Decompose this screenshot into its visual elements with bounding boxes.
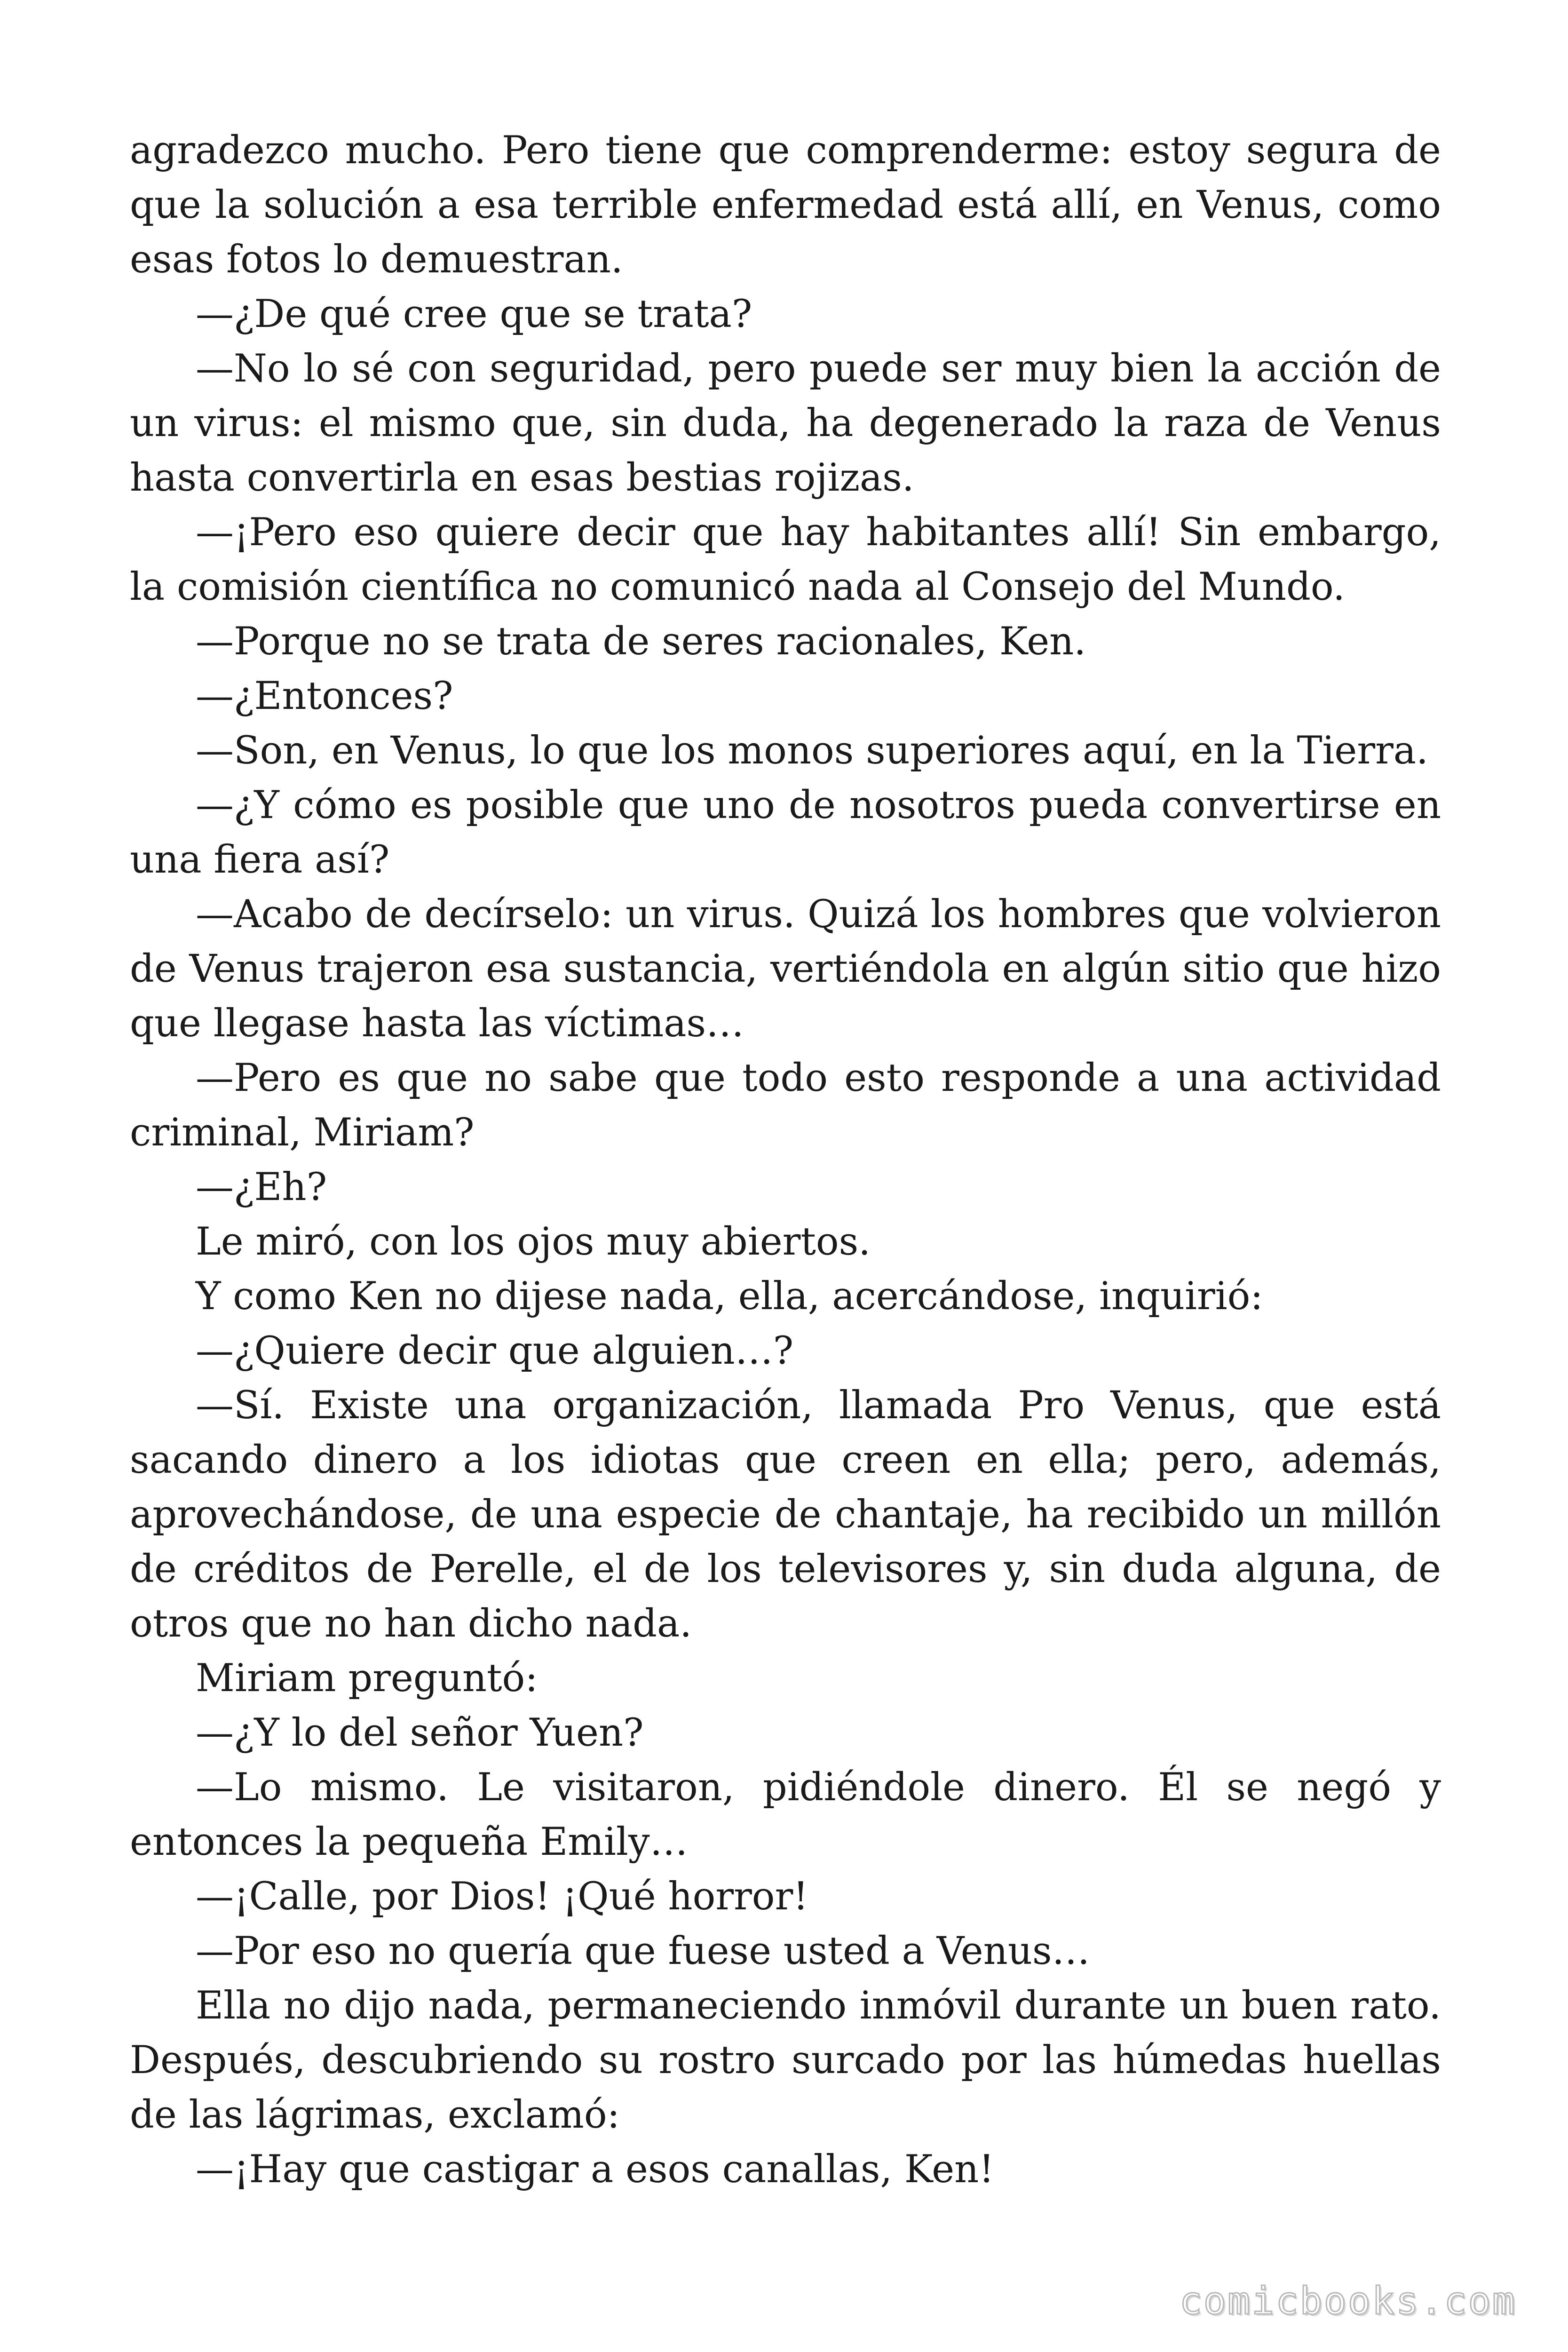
watermark: comicbooks.com (1179, 2279, 1516, 2323)
paragraph: Y como Ken no dijese nada, ella, acercándose, inquirió: (196, 1274, 1263, 1319)
paragraph: —No lo sé con seguridad, pero puede ser muy bien la acción de un virus: el mismo que, sin duda, ha degenerado la raza de Venus hasta convertirla en esas bestias rojizas. (130, 347, 1441, 500)
paragraph: —¡Hay que castigar a esos canallas, Ken! (196, 2147, 994, 2192)
body-text (130, 123, 1441, 2197)
paragraph: —Por eso no quería que fuese usted a Venus… (196, 1929, 1090, 1973)
paragraph: —¿De qué cree que se trata? (196, 292, 752, 336)
paragraph: —Pero es que no sabe que todo esto responde a una actividad criminal, Miriam? (130, 1056, 1441, 1155)
paragraph: Miriam preguntó: (196, 1656, 538, 1700)
paragraph: —¿Y cómo es posible que uno de nosotros pueda convertirse en una fiera así? (130, 783, 1441, 882)
paragraph: —¡Calle, por Dios! ¡Qué horror! (196, 1875, 808, 1919)
paragraph: —Acabo de decírselo: un virus. Quizá los hombres que volvieron de Venus trajeron esa sustancia, vertiéndola en algún sitio que hizo que llegase hasta las víctimas… (130, 892, 1441, 1046)
paragraph: —Son, en Venus, lo que los monos superiores aquí, en la Tierra. (196, 729, 1428, 773)
paragraph: —¿Quiere decir que alguien…? (196, 1329, 794, 1373)
paragraph: —¿Entonces? (196, 674, 453, 718)
paragraph: —Lo mismo. Le visitaron, pidiéndole dinero. Él se negó y entonces la pequeña Emily… (130, 1765, 1441, 1864)
paragraph: —Porque no se trata de seres racionales, Ken. (196, 620, 1086, 664)
paragraph: Le miró, con los ojos muy abiertos. (196, 1220, 871, 1264)
paragraph: agradezco mucho. Pero tiene que comprenderme: estoy segura de que la solución a esa terrible enfermedad está allí, en Venus, como esas fotos lo demuestran. (130, 128, 1441, 282)
paragraph: —¡Pero eso quiere decir que hay habitantes allí! Sin embargo, la comisión científica no comunicó nada al Consejo del Mundo. (130, 510, 1441, 609)
paragraph: —Sí. Existe una organización, llamada Pro Venus, que está sacando dinero a los idiotas que creen en ella; pero, además, aprovechándose, de una especie de chantaje, ha recibido un millón de créditos de Perelle, el de los televisores y, sin duda alguna, de otros que no han dicho nada. (130, 1383, 1441, 1646)
paragraph: —¿Y lo del señor Yuen? (196, 1711, 644, 1755)
paragraph: —¿Eh? (196, 1165, 327, 1209)
paragraph: Ella no dijo nada, permaneciendo inmóvil durante un buen rato. Después, descubriendo su rostro surcado por las húmedas huellas de las lágrimas, exclamó: (130, 1984, 1441, 2137)
